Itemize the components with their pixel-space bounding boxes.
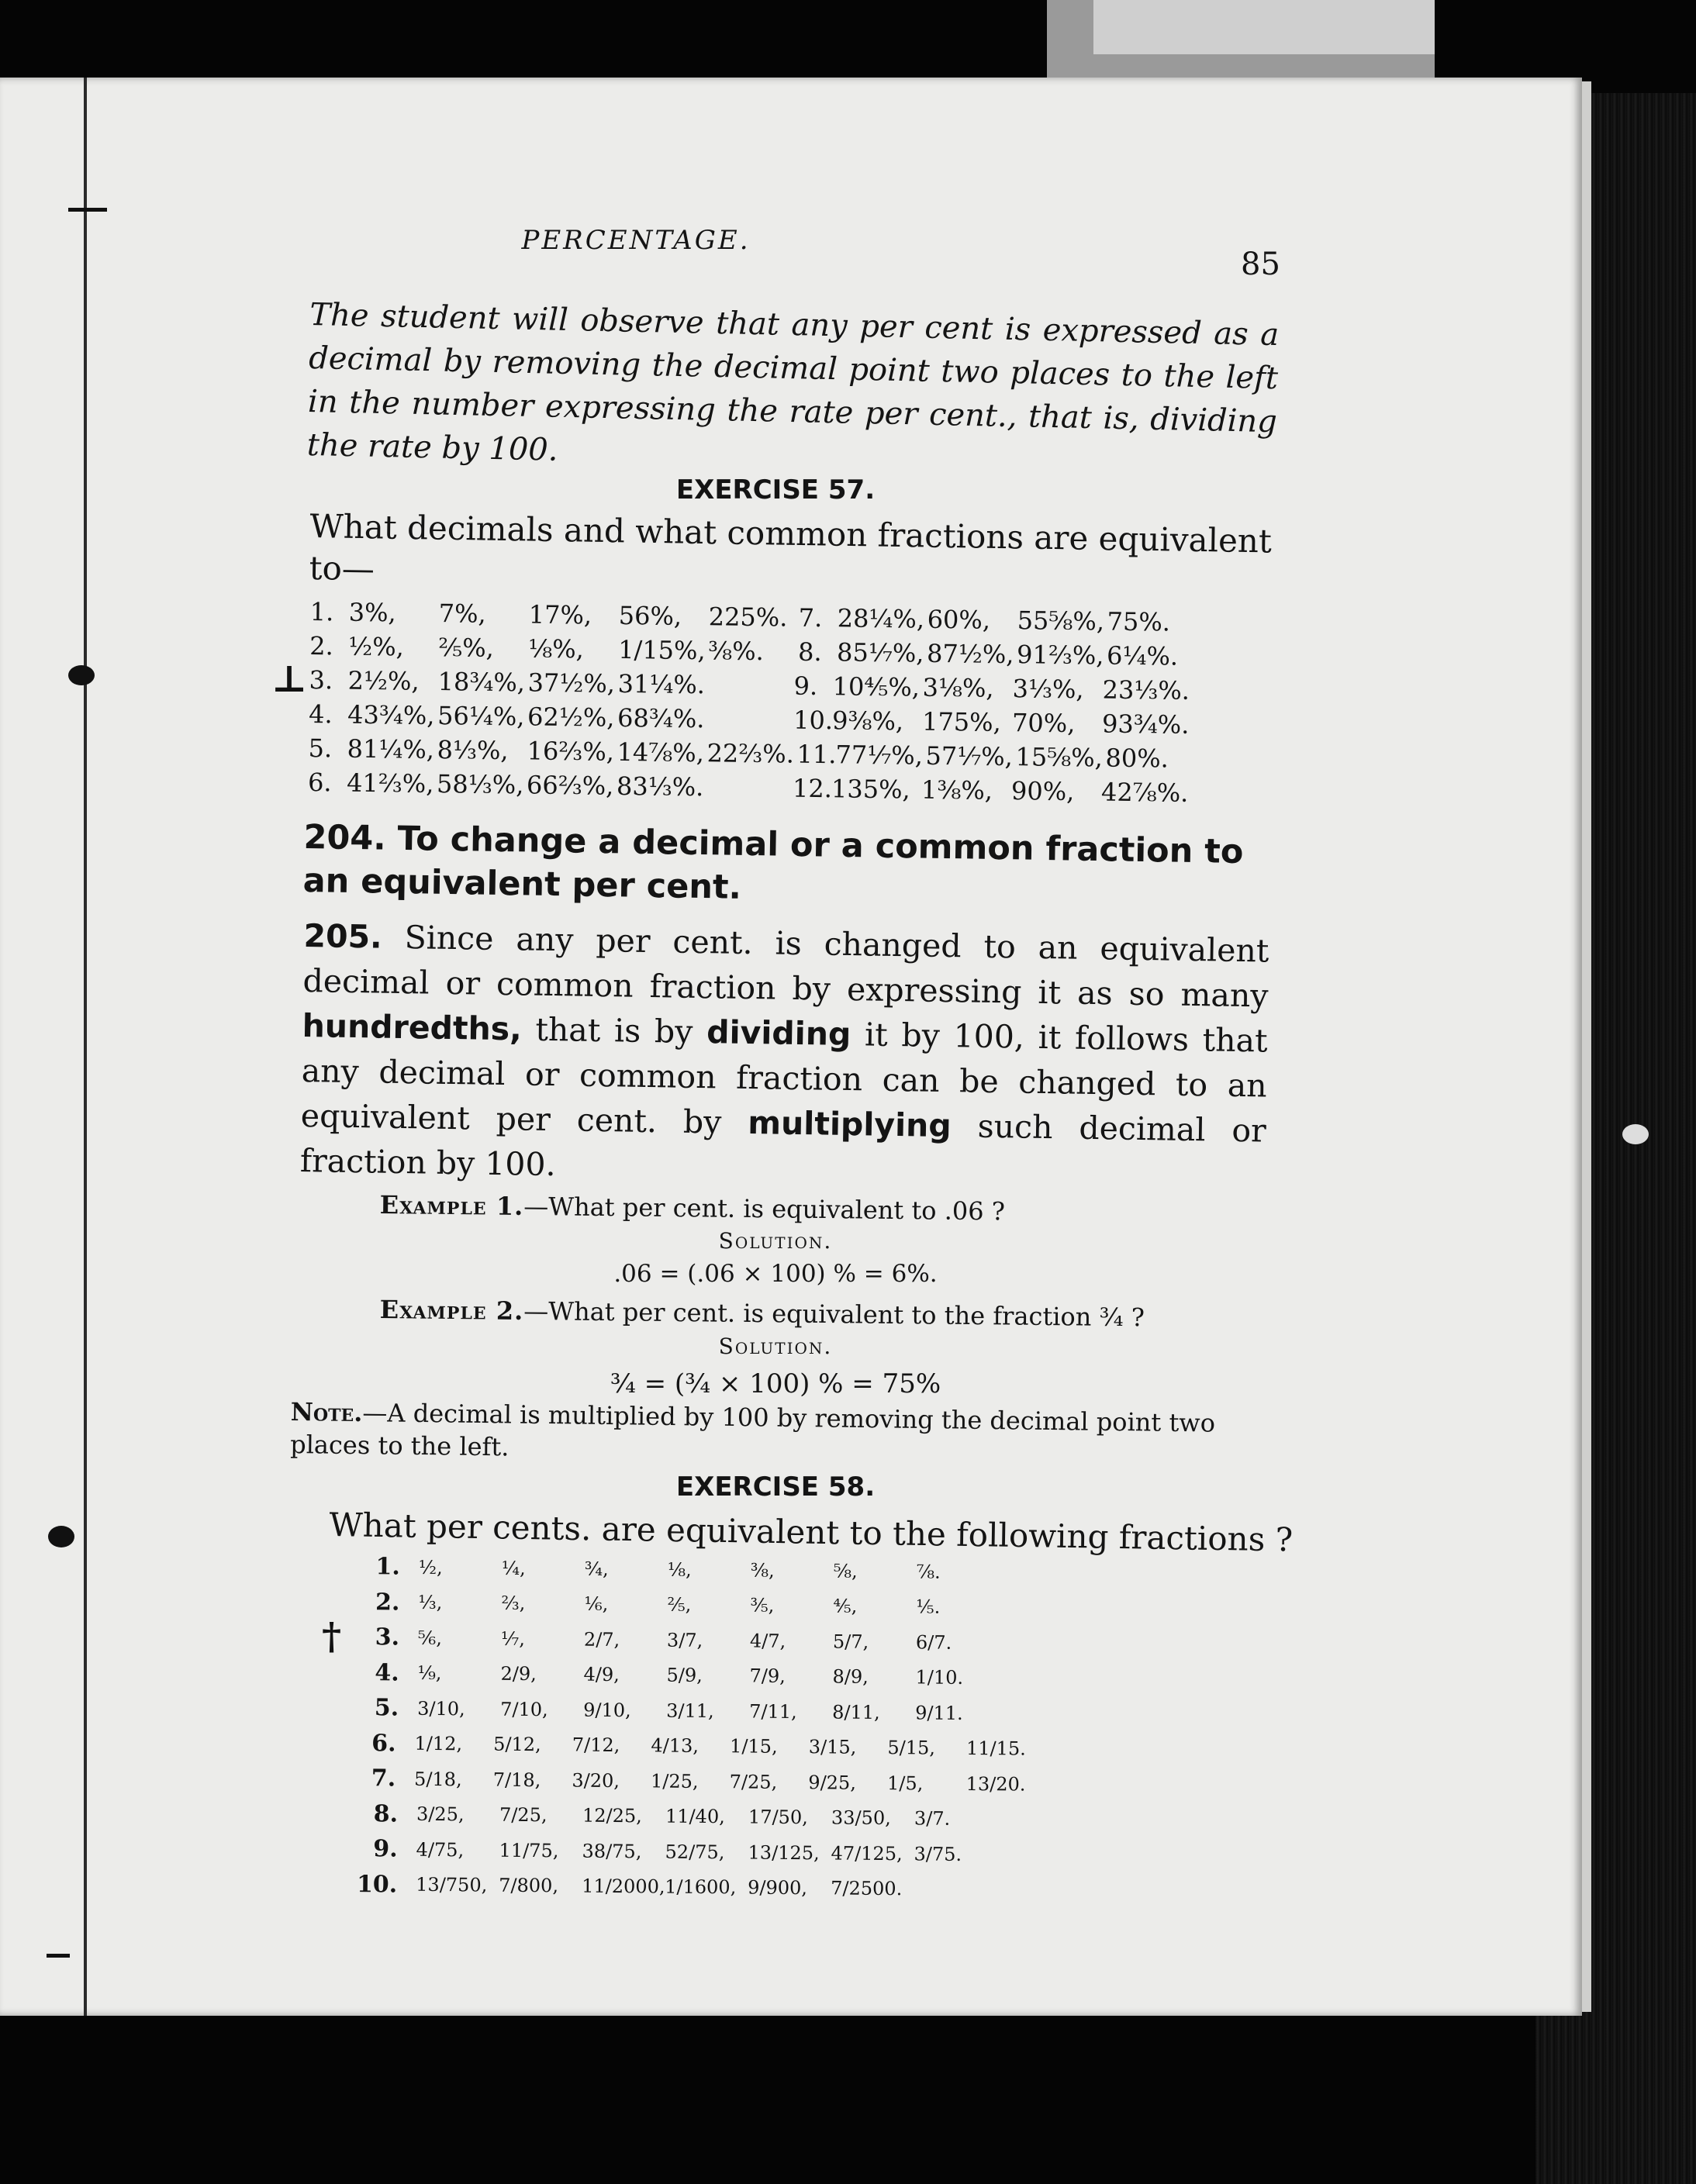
fraction-item: 13/20. (965, 1772, 1026, 1796)
page-number: 85 (1241, 247, 1280, 282)
fraction-item: 5/15, (887, 1737, 936, 1759)
fraction-item: 5/18, (413, 1768, 462, 1791)
problem-item: 57⅐%, (925, 740, 1014, 772)
problem-number: 9. (793, 671, 818, 701)
fraction-item: 7/25, (729, 1771, 778, 1793)
problem-item: 9⅜%, (831, 706, 904, 737)
fraction-item: 1/12, (414, 1732, 463, 1755)
example-1-solution: .06 = (.06 × 100) % = 6%. (613, 1260, 938, 1288)
section-heading: To change a decimal or a common fraction to an equivalent per cent. (302, 819, 1244, 907)
problem-item: 60%, (927, 604, 991, 635)
problem-item: 85⅐%, (836, 637, 924, 668)
section-205 (300, 913, 1269, 1199)
exercise-57-title: EXERCISE 57. (675, 474, 876, 505)
problem-item: 135%, (831, 774, 910, 805)
fraction-item: ⅜, (750, 1559, 775, 1582)
fraction-item: 2/9, (500, 1662, 537, 1685)
problem-number: 4. (375, 1659, 399, 1687)
problem-item: 16⅔%, (527, 736, 615, 767)
fraction-item: 3/10, (417, 1697, 465, 1720)
problem-item: 6¼%. (1106, 640, 1179, 671)
fraction-item: 11/75, (499, 1839, 559, 1862)
exercise-58-title: EXERCISE 58. (675, 1472, 876, 1503)
running-title: PERCENTAGE. (521, 225, 751, 256)
fraction-item: ¾, (584, 1558, 609, 1580)
problem-number: 2. (375, 1589, 400, 1616)
fraction-item: 3/7, (666, 1629, 703, 1651)
fraction-item: 52/75, (665, 1841, 725, 1863)
problem-item: 93¾%. (1101, 709, 1190, 740)
margin-mark: ⊥ (271, 657, 308, 701)
problem-item: 58⅓%, (436, 769, 524, 800)
problem-number: 2. (309, 630, 333, 661)
fraction-item: ⅓, (418, 1592, 443, 1614)
problem-number: 5. (374, 1694, 399, 1722)
section-text-bold: hundredths, (302, 1006, 523, 1048)
fraction-item: 8/11, (832, 1701, 880, 1723)
section-text: that is by (535, 1010, 693, 1051)
fraction-item: 9/900, (748, 1876, 808, 1899)
example-label: Example 1. (379, 1190, 524, 1221)
fraction-item: 5/9, (666, 1664, 703, 1687)
problem-item: 66⅔%, (526, 770, 614, 801)
fraction-item: ⅘, (833, 1595, 858, 1617)
problem-number: 3. (309, 664, 333, 695)
fraction-item: 8/9, (832, 1665, 869, 1689)
fraction-item: 38/75, (582, 1840, 642, 1863)
background-page-strip-light (1093, 0, 1435, 54)
section-text: it by 100, it follows that any decimal or common fraction can be changed to an equivalent per cent. by (300, 1016, 1268, 1141)
exercise-58-row (348, 1584, 1046, 1625)
fraction-item: 4/75, (416, 1838, 465, 1861)
fraction-item: 7/2500. (831, 1877, 903, 1900)
fraction-item: 3/15, (808, 1736, 857, 1758)
fraction-item: 5/7, (832, 1630, 869, 1653)
problem-item: 42⅞%. (1100, 777, 1189, 808)
fraction-item: 1/25, (650, 1770, 699, 1792)
problem-item: 80%. (1105, 743, 1169, 774)
section-number: 204. (303, 817, 387, 858)
problem-item: 10⅘%, (832, 671, 921, 702)
fraction-item: ⅙, (584, 1592, 609, 1616)
fraction-item: 3/75. (914, 1843, 962, 1865)
problem-item: 7%, (438, 599, 486, 629)
gutter-blot (48, 1526, 74, 1547)
problem-item: 37½%, (527, 668, 616, 699)
gutter-line (84, 78, 87, 2016)
page-edge (1582, 81, 1591, 2012)
problem-item: 3⅓%, (1012, 674, 1084, 705)
problem-number: 8. (373, 1800, 399, 1828)
problem-number: 11. (796, 739, 837, 770)
gutter-blot (68, 665, 95, 685)
fraction-item: 3/20, (572, 1769, 620, 1792)
fraction-item: ⅗, (750, 1594, 775, 1617)
exercise-58-row (347, 1654, 1045, 1696)
problem-item: 1/15%, (617, 634, 706, 666)
problem-item: 87½%, (926, 638, 1014, 670)
fraction-item: 13/125, (748, 1841, 820, 1865)
exercise-58-grid (346, 1549, 1047, 1908)
problem-item: 3%, (348, 597, 396, 628)
fraction-item: 7/12, (572, 1734, 620, 1757)
example-1-solution-label: Solution. (718, 1228, 833, 1254)
fraction-item: 4/7, (749, 1630, 786, 1652)
problem-number: 6. (371, 1730, 396, 1758)
note-text: —A decimal is multiplied by 100 by removing the decimal point two places to the left. (289, 1398, 1216, 1462)
fraction-item: 4/13, (651, 1734, 699, 1758)
fraction-item: ¼, (501, 1557, 526, 1579)
problem-item: 18¾%, (437, 667, 526, 698)
gutter-tick (47, 1954, 70, 1958)
exercise-58-row (347, 1690, 1045, 1731)
problem-number: 3. (375, 1623, 400, 1651)
binding-spot (1622, 1124, 1649, 1144)
fraction-item: 17/50, (748, 1806, 808, 1829)
exercise-58-row (348, 1620, 1046, 1661)
problem-item: 28¼%, (837, 603, 925, 634)
gutter-tick (68, 208, 107, 212)
problem-item: 22⅔%. (706, 738, 795, 769)
problem-number: 10. (356, 1870, 398, 1899)
fraction-item: 7/25, (499, 1803, 547, 1827)
fraction-item: 7/10, (500, 1698, 548, 1720)
exercise-58-prompt: What per cents. are equivalent to the following fractions ? (329, 1505, 1294, 1559)
example-question: —What per cent. is equivalent to the fraction ¾ ? (523, 1296, 1145, 1333)
fraction-item: ⅛, (667, 1558, 692, 1581)
problem-number: 7. (798, 602, 823, 633)
fraction-item: ⅚, (417, 1627, 443, 1649)
problem-number: 4. (308, 699, 333, 730)
fraction-item: ⅖, (667, 1593, 692, 1616)
fraction-item: 12/25, (582, 1804, 642, 1827)
fraction-item: 4/9, (583, 1663, 620, 1686)
fraction-item: 1/10. (915, 1666, 964, 1689)
exercise-58-row (347, 1761, 1045, 1802)
exercise-58-row (349, 1549, 1047, 1590)
fraction-item: 3/11, (666, 1699, 714, 1722)
exercise-58-row (347, 1725, 1045, 1766)
problem-number: 10. (793, 705, 834, 736)
section-text-bold: dividing (706, 1013, 851, 1054)
example-question: —What per cent. is equivalent to .06 ? (523, 1191, 1006, 1227)
problem-item: 8⅓%, (437, 735, 509, 766)
fraction-item: 1/1600, (665, 1875, 737, 1899)
exercise-58-row (346, 1866, 1044, 1907)
note (290, 1396, 1252, 1472)
problem-item: 3⅛%, (922, 672, 994, 703)
problem-number: 9. (373, 1835, 398, 1863)
fraction-item: 1/15, (730, 1735, 778, 1758)
problem-number: 7. (371, 1765, 396, 1792)
fraction-item: 33/50, (831, 1806, 891, 1830)
problem-item: 14⅞%, (617, 737, 705, 768)
fraction-item: ½, (418, 1556, 443, 1578)
problem-item: ½%, (347, 631, 405, 662)
problem-item: 68¾%. (617, 702, 705, 734)
fraction-item: ⅞. (916, 1561, 941, 1583)
intro-paragraph: The student will observe that any per cent is expressed as a decimal by removing the decimal point two places to the left in the number expressing the rate per cent., that is, dividing the rate by 100. (306, 296, 1280, 468)
problem-number: 8. (797, 637, 822, 668)
fraction-item: 9/25, (808, 1771, 857, 1794)
exercise-58-row (347, 1796, 1045, 1837)
fraction-item: 6/7. (915, 1631, 952, 1654)
problem-item: 23⅓%. (1102, 675, 1190, 706)
section-text-bold: multiplying (747, 1104, 952, 1145)
fraction-item: 7/18, (492, 1768, 541, 1791)
fraction-item: 5/12, (493, 1733, 541, 1756)
fraction-item: 7/9, (749, 1665, 786, 1688)
problem-item: 15⅝%, (1015, 742, 1104, 773)
exercise-57-prompt: What decimals and what common fractions are equivalent to— (309, 506, 1273, 588)
fraction-item: 7/800, (499, 1874, 559, 1897)
fraction-item: 2/7, (583, 1628, 620, 1651)
section-number: 205. (303, 916, 383, 956)
fraction-item: 47/125, (831, 1842, 903, 1865)
fraction-item: 9/11. (915, 1702, 963, 1724)
fraction-item: 3/7. (914, 1807, 951, 1830)
problem-item: 83⅓%. (616, 771, 704, 802)
problem-number: 5. (308, 733, 333, 764)
fraction-item: 7/11, (749, 1700, 797, 1723)
problem-item: 2½%, (347, 665, 420, 696)
fraction-item: 13/750, (416, 1874, 488, 1896)
problem-item: 81¼%, (347, 733, 435, 764)
fraction-item: 11/15. (965, 1737, 1026, 1760)
fraction-item: 9/10, (583, 1699, 631, 1721)
problem-number: 1. (375, 1553, 400, 1581)
section-204 (302, 816, 1269, 918)
section-text: such decimal or fraction by 100. (299, 1107, 1267, 1184)
problem-item: 56¼%, (437, 701, 525, 732)
example-label: Example 2. (379, 1295, 524, 1326)
note-label: Note. (290, 1396, 363, 1428)
problem-item: 1⅜%, (921, 775, 993, 806)
fraction-item: 11/2000, (582, 1875, 665, 1898)
exercise-57-grid (308, 597, 1280, 813)
problem-item: 43¾%, (347, 699, 435, 730)
fraction-item: 3/25, (416, 1803, 465, 1826)
problem-item: 17%, (528, 599, 592, 630)
problem-number: 6. (307, 767, 332, 798)
problem-item: 175%, (921, 706, 1001, 737)
fraction-item: 11/40, (665, 1805, 725, 1828)
margin-mark: † (322, 1615, 342, 1658)
problem-item: 55⅝%, (1017, 606, 1105, 637)
problem-item: 62½%, (527, 702, 615, 733)
problem-number: 1. (309, 597, 334, 627)
problem-number: 12. (792, 773, 833, 804)
exercise-58-row (346, 1831, 1044, 1872)
fraction-item: ⅝, (833, 1560, 858, 1582)
example-2-solution: ¾ = (¾ × 100) % = 75% (610, 1368, 941, 1399)
problem-item: 225%. (708, 602, 788, 633)
fraction-item: 1/5, (886, 1772, 924, 1795)
problem-item: 91⅔%, (1016, 640, 1104, 671)
problem-item: ⅖%, (437, 633, 495, 663)
fraction-item: ⅕. (916, 1596, 941, 1618)
problem-item: ⅜%. (707, 636, 765, 667)
problem-item: ⅛%, (527, 633, 585, 664)
fraction-item: ⅑, (417, 1662, 442, 1685)
example-2-solution-label: Solution. (718, 1334, 833, 1359)
section-text: Since any per cent. is changed to an equivalent decimal or common fraction by expressing it as so many (302, 919, 1269, 1015)
problem-item: 90%, (1010, 776, 1075, 807)
problem-item: 77⅐%, (835, 740, 924, 771)
problem-item: 70%, (1011, 708, 1076, 739)
problem-item: 41⅔%, (346, 768, 434, 799)
fraction-item: ⅔, (501, 1592, 526, 1615)
problem-item: 56%, (618, 600, 682, 631)
problem-item: 31¼%. (617, 668, 706, 700)
fraction-item: ⅐, (500, 1627, 526, 1650)
problem-item: 75%. (1107, 606, 1171, 637)
